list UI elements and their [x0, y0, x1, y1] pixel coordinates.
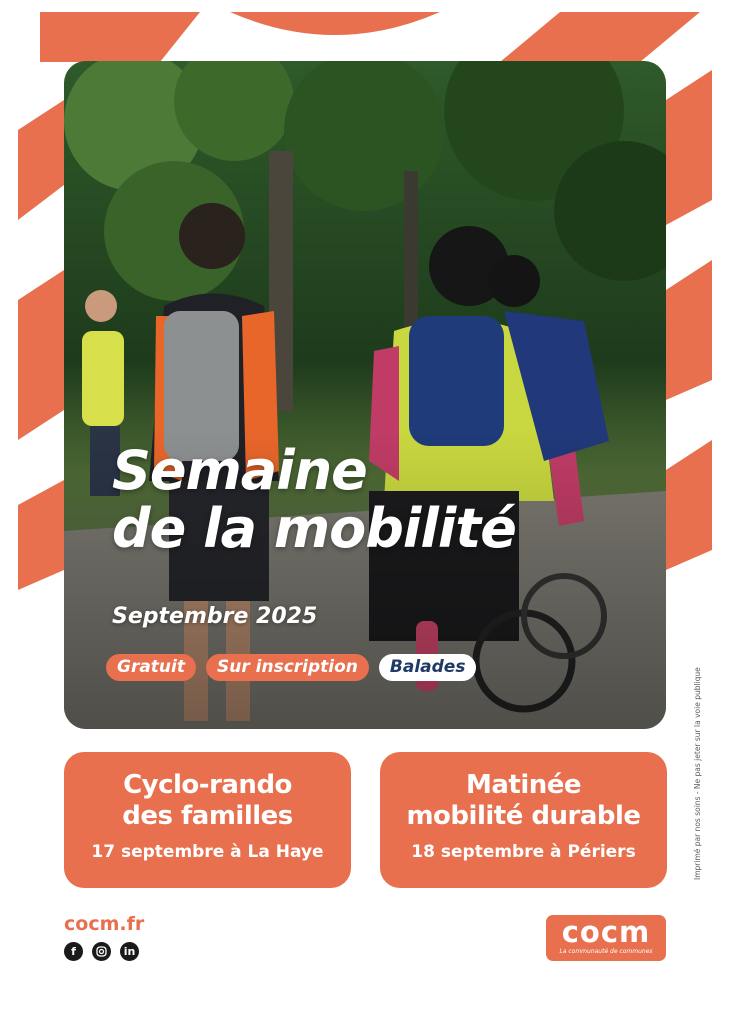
event-title [64, 770, 351, 832]
facebook-icon[interactable]: f [64, 942, 83, 961]
event-title [380, 770, 667, 832]
title-line-2: de la mobilité [112, 497, 516, 560]
event-card-matinee [380, 752, 667, 888]
event-card-cyclo-rando [64, 752, 351, 888]
social-icons [64, 942, 139, 961]
event-title-line-1: Cyclo-rando [123, 770, 292, 800]
tag-sur-inscription: Sur inscription [206, 654, 369, 681]
poster-date: Septembre 2025 [112, 604, 318, 629]
cocm-logo [546, 915, 666, 961]
poster-title [112, 439, 516, 560]
title-line-1: Semaine [112, 439, 367, 502]
tag-list [106, 654, 476, 681]
event-title-line-1: Matinée [465, 770, 582, 800]
tag-balades: Balades [379, 654, 477, 681]
linkedin-icon[interactable]: in [120, 942, 139, 961]
legal-note: Imprimé par nos soins - Ne pas jeter sur la voie publique [693, 667, 702, 880]
website-link[interactable]: cocm.fr [64, 913, 145, 935]
event-detail: 18 septembre à Périers [411, 842, 636, 862]
instagram-icon[interactable] [92, 942, 111, 961]
hero-photo [64, 61, 666, 729]
logo-tagline: La communauté de communes [559, 948, 653, 955]
event-title-line-2: mobilité durable [406, 801, 641, 831]
tag-gratuit: Gratuit [106, 654, 196, 681]
event-title-line-2: des familles [122, 801, 293, 831]
logo-text: cocm [561, 915, 651, 949]
event-detail: 17 septembre à La Haye [91, 842, 324, 862]
